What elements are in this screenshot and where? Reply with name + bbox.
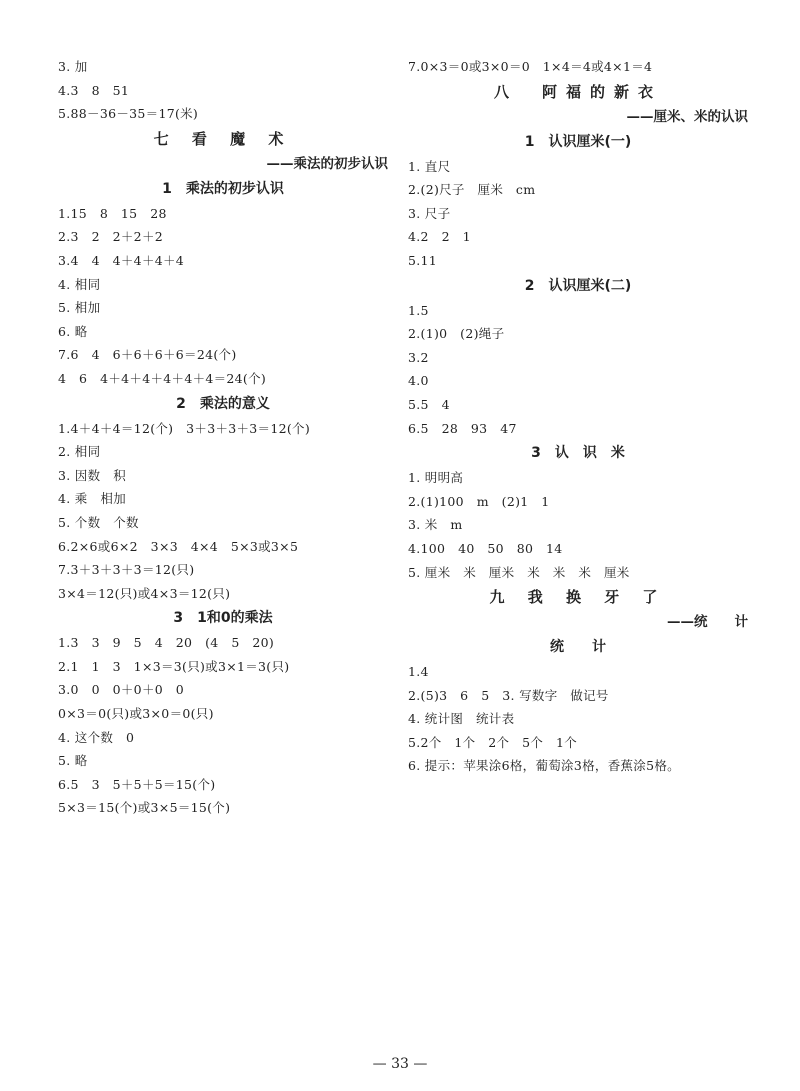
unit-heading: 七 看 魔 术 — [153, 129, 293, 148]
lesson-heading: 3 1和0的乘法 — [173, 610, 273, 627]
answer-line: 6. 提示：苹果涂6格，葡萄涂3格，香蕉涂5格。 — [408, 758, 680, 774]
answer-line: 1.3 3 9 5 4 20 (4 5 20) — [58, 635, 275, 651]
right-answer-column — [408, 55, 748, 778]
unit-subtitle: ——厘米、米的认识 — [626, 108, 748, 125]
answer-line: 7.3＋3＋3＋3＝12(只) — [58, 562, 195, 578]
answer-line: 4.100 40 50 80 14 — [408, 540, 563, 556]
answer-line: 4.0 — [408, 373, 429, 389]
unit-subtitle: ——统 计 — [667, 614, 748, 631]
answer-line: 3. 加 — [58, 59, 88, 74]
answer-line: 2.(5)3 6 5 3. 写数字 做记号 — [408, 687, 609, 703]
lesson-heading: 2 认识厘米(二) — [524, 277, 632, 294]
answer-line: 6.2×6或6×2 3×3 4×4 5×3或3×5 — [58, 538, 299, 554]
answer-line: 4.3 8 51 — [58, 82, 130, 98]
answer-line: 1.4＋4＋4＝12(个) 3＋3＋3＋3＝12(个) — [58, 420, 311, 436]
answer-line: 1.15 8 15 28 — [58, 205, 167, 221]
answer-line: 6. 略 — [58, 323, 88, 339]
answer-line: 3.0 0 0＋0＋0 0 — [58, 682, 185, 698]
answer-line: 5×3＝15(个)或3×5＝15(个) — [58, 800, 231, 816]
answer-line: 2.(2)尺子 厘米 cm — [408, 182, 536, 198]
answer-line: 5. 厘米 米 厘米 米 米 米 厘米 — [408, 564, 630, 580]
lesson-heading: 1 乘法的初步认识 — [162, 180, 284, 197]
answer-line: 4. 乘 相加 — [58, 491, 126, 507]
lesson-heading: 3 认 识 米 — [531, 445, 625, 462]
answer-line: 0×3＝0(只)或3×0＝0(只) — [58, 706, 214, 722]
answer-line: 2.3 2 2＋2＋2 — [58, 229, 163, 245]
answer-line: 6.5 3 5＋5＋5＝15(个) — [58, 776, 216, 792]
answer-line: 1. 明明高 — [408, 470, 464, 486]
answer-line: 7.6 4 6＋6＋6＋6＝24(个) — [58, 347, 237, 363]
answer-line: 3×4＝12(只)或4×3＝12(只) — [58, 585, 231, 601]
answer-line: 1.4 — [408, 664, 429, 680]
answer-line: 5.88－36－35＝17(米) — [58, 106, 199, 122]
lesson-heading: 统 计 — [550, 639, 606, 656]
left-answer-column — [58, 55, 388, 820]
answer-line: 2.1 1 3 1×3＝3(只)或3×1＝3(只) — [58, 658, 290, 674]
answer-line: 3.4 4 4＋4＋4＋4 — [58, 252, 185, 268]
answer-line: 5.5 4 — [408, 396, 450, 412]
answer-line: 2. 相同 — [58, 444, 101, 460]
unit-heading: 九 我 换 牙 了 — [489, 588, 667, 607]
answer-line: 3. 米 m — [408, 517, 463, 533]
answer-line: 2.(1)0 (2)绳子 — [408, 326, 505, 342]
answer-line: 2.(1)100 m (2)1 1 — [408, 493, 550, 509]
answer-line: 1. 直尺 — [408, 158, 451, 174]
answer-line: 6.5 28 93 47 — [408, 420, 517, 436]
answer-line: 5.2个 1个 2个 5个 1个 — [408, 734, 577, 750]
answer-line: 3.2 — [408, 349, 429, 365]
answer-line: 4 6 4＋4＋4＋4＋4＋4＝24(个) — [58, 370, 267, 386]
answer-line: 3. 尺子 — [408, 205, 451, 221]
page-number: — 33 — — [372, 1056, 428, 1072]
answer-line: 4. 统计图 统计表 — [408, 711, 515, 727]
answer-line: 5.11 — [408, 252, 438, 268]
answer-line: 4. 这个数 0 — [58, 729, 135, 745]
unit-heading: 八 阿福的新衣 — [493, 82, 662, 101]
answer-line: 4. 相同 — [58, 276, 101, 292]
answer-line: 5. 相加 — [58, 300, 101, 316]
answer-line: 1.5 — [408, 302, 429, 318]
lesson-heading: 2 乘法的意义 — [176, 395, 270, 412]
answer-line: 5. 个数 个数 — [58, 514, 139, 530]
lesson-heading: 1 认识厘米(一) — [524, 133, 632, 150]
unit-subtitle: ——乘法的初步认识 — [266, 155, 388, 172]
answer-line: 4.2 2 1 — [408, 229, 471, 245]
answer-line: 3. 因数 积 — [58, 467, 126, 483]
answer-line: 7.0×3＝0或3×0＝0 1×4＝4或4×1＝4 — [408, 59, 653, 74]
answer-line: 5. 略 — [58, 753, 88, 769]
